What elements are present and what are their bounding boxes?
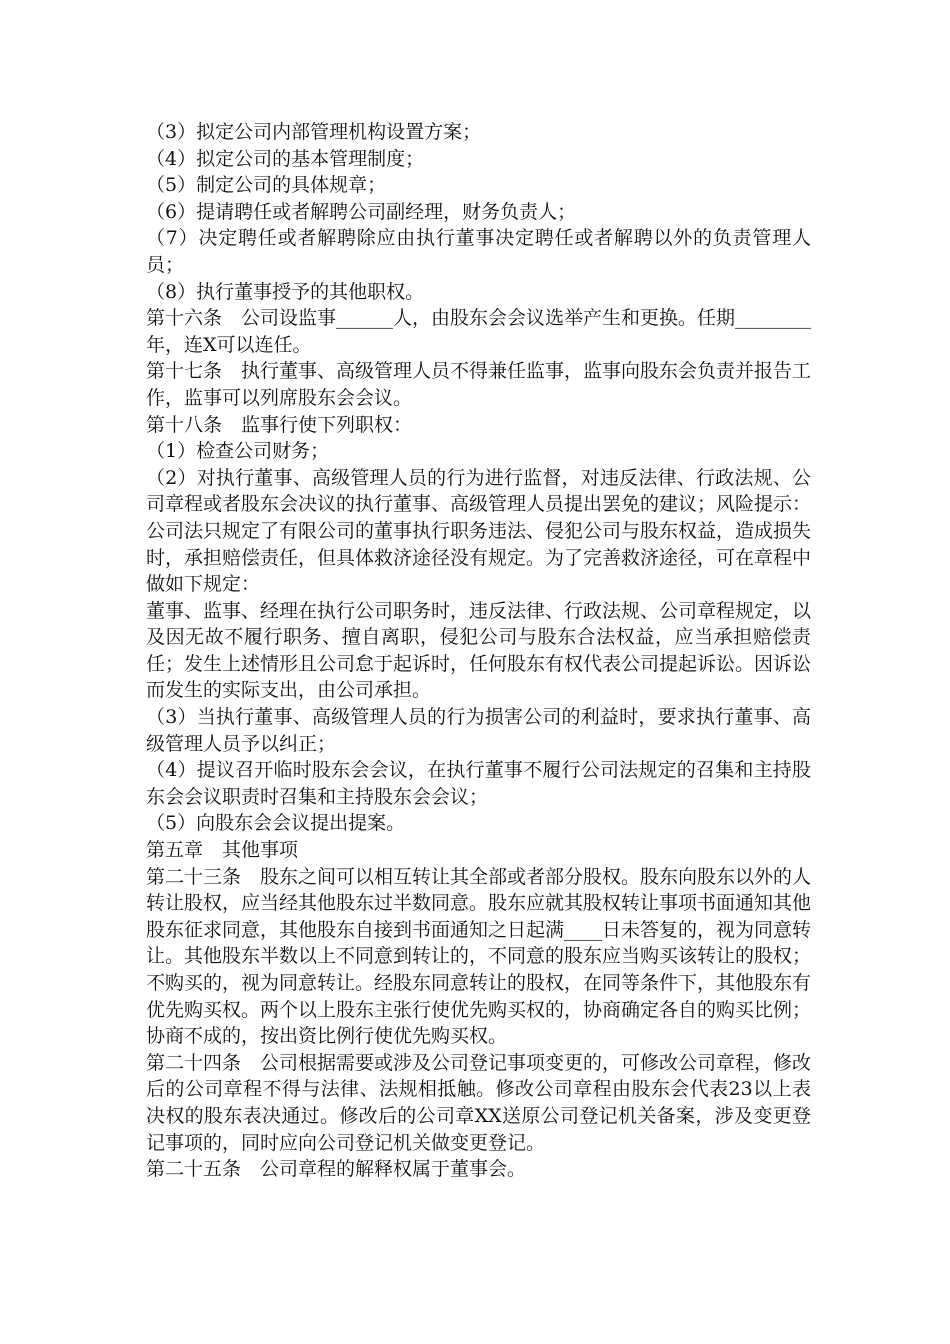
article-17: 第十七条 执行董事、高级管理人员不得兼任监事，监事向股东会负责并报告工作，监事可以列席股东会会议。 bbox=[146, 360, 812, 409]
chapter-5-heading: 第五章 其他事项 bbox=[146, 839, 299, 862]
supervisor-power-2: （2）对执行董事、高级管理人员的行为进行监督，对违反法律、行政法规、公司章程或者股东会决议的执行董事、高级管理人员提出罢免的建议；风险提示： bbox=[146, 466, 812, 516]
supervisor-power-5: （5）向股东会会议提出提案。 bbox=[146, 812, 406, 835]
supervisor-power-1: （1）检查公司财务； bbox=[146, 440, 330, 463]
article-18: 第十八条 监事行使下列职权： bbox=[146, 413, 413, 436]
paragraph-item-8: （8）执行董事授予的其他职权。 bbox=[146, 280, 425, 303]
paragraph-item-6: （6）提请聘任或者解聘公司副经理，财务负责人； bbox=[146, 200, 577, 223]
paragraph-item-5: （5）制定公司的具体规章； bbox=[146, 174, 387, 197]
paragraph-item-3: （3）拟定公司内部管理机构设置方案； bbox=[146, 121, 482, 143]
document-body bbox=[146, 119, 811, 1183]
supervisor-power-3: （3）当执行董事、高级管理人员的行为损害公司的利益时，要求执行董事、高级管理人员予以纠正； bbox=[146, 706, 811, 755]
article-23: 第二十三条 股东之间可以相互转让其全部或者部分股权。股东向股东以外的人转让股权，应当经其他股东过半数同意。股东应就其股权转让事项书面通知其他股东征求同意，其他股东自接到书面通知之日起满____日未答复的，视为同意转让。其他股东半数以上不同意到转让的，不同意的股东应当购买该转让的股权；不购买的，视为同意转让。经股东同意转让的股权，在同等条件下，其他股东有优先购买权。两个以上股东主张行使优先购买权的，协商确定各自的购买比例；协商不成的，按出资比例行使优先购买权。 bbox=[146, 865, 812, 1048]
article-24: 第二十四条 公司根据需要或涉及公司登记事项变更的，可修改公司章程，修改后的公司章程不得与法律、法规相抵触。修改公司章程由股东会代表23以上表决权的股东表决通过。修改后的公司章XX送原公司登记机关备案，涉及变更登记事项的，同时应向公司登记机关做变更登记。 bbox=[146, 1051, 812, 1154]
article-25: 第二十五条 公司章程的解释权属于董事会。 bbox=[146, 1158, 527, 1181]
paragraph-item-4: （4）拟定公司的基本管理制度； bbox=[146, 147, 425, 170]
suggested-clause: 董事、监事、经理在执行公司职务时，违反法律、行政法规、公司章程规定，以及因无故不履行职务、擅自离职，侵犯公司与股东合法权益，应当承担赔偿责任；发生上述情形且公司怠于起诉时，任何股东有权代表公司提起诉讼。因诉讼而发生的实际支出，由公司承担。 bbox=[146, 599, 812, 702]
supervisor-power-4: （4）提议召开临时股东会会议，在执行董事不履行公司法规定的召集和主持股东会会议职责时召集和主持股东会会议； bbox=[146, 759, 811, 808]
paragraph-item-7: （7）决定聘任或者解聘除应由执行董事决定聘任或者解聘以外的负责管理人员； bbox=[146, 227, 811, 276]
risk-note: 公司法只规定了有限公司的董事执行职务违法、侵犯公司与股东权益，造成损失时，承担赔偿责任，但具体救济途径没有规定。为了完善救济途径，可在章程中做如下规定： bbox=[146, 519, 812, 596]
article-16: 第十六条 公司设监事______人，由股东会会议选举产生和更换。任期________年，连X可以连任。 bbox=[146, 307, 812, 356]
